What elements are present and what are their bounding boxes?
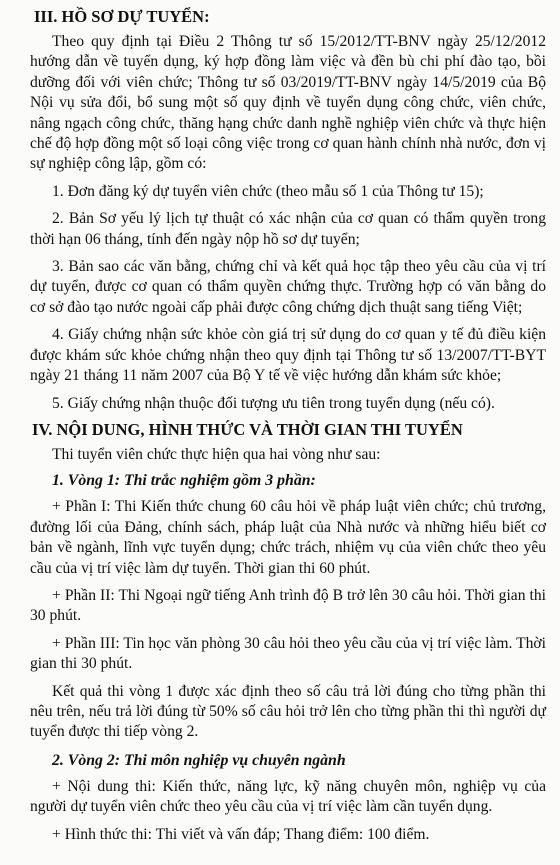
list-item: 3. Bản sao các văn bằng, chứng chỉ và kết quả học tập theo yêu cầu của vị trí dự tuyển, được cơ quan có thẩm quyền chứng thực. Trường hợp có văn bằng do cơ sở đào tạo nước ngoài cấp phải được công chứng dịch thuật sang tiếng Việt; — [30, 258, 546, 316]
list-item: 5. Giấy chứng nhận thuộc đối tượng ưu tiên trong tuyển dụng (nếu có). — [52, 394, 495, 412]
round-2-content: + Nội dung thi: Kiến thức, năng lực, kỹ năng chuyên môn, nghiệp vụ của người dự tuyển viên chức theo yêu cầu của vị trí việc làm cần tuyển dụng. — [30, 777, 546, 816]
round-2-format: + Hình thức thi: Thi viết và vấn đáp; Thang điểm: 100 điểm. — [52, 825, 430, 843]
round-1-part: + Phần II: Thi Ngoại ngữ tiếng Anh trình độ B trở lên 30 câu hỏi. Thời gian thi 30 phút. — [30, 586, 546, 625]
section-4-intro: Thi tuyển viên chức thực hiện qua hai vòng như sau: — [52, 445, 381, 463]
section-3-heading: III. HỒ SƠ DỰ TUYỂN: — [34, 7, 210, 26]
round-1-part: + Phần III: Tin học văn phòng 30 câu hỏi theo yêu cầu của vị trí việc làm. Thời gian thi 30 phút. — [30, 634, 546, 673]
list-item: 1. Đơn đăng ký dự tuyển viên chức (theo mẫu số 1 của Thông tư 15); — [52, 182, 484, 200]
round-1-part: + Phần I: Thi Kiến thức chung 60 câu hỏi về pháp luật viên chức; chủ trương, đường lối của Đảng, chính sách, pháp luật của Nhà nước và những hiểu biết cơ bản về ngành, lĩnh vực tuyển dụng; chức trách, nhiệm vụ của viên chức theo yêu cầu của vị trí việc làm dự tuyển. Thời gian thi 60 phút. — [30, 498, 546, 577]
list-item: 2. Bản Sơ yếu lý lịch tự thuật có xác nhận của cơ quan có thẩm quyền trong thời hạn 06 tháng, tính đến ngày nộp hồ sơ dự tuyển; — [30, 210, 546, 248]
round-2-title: 2. Vòng 2: Thi môn nghiệp vụ chuyên ngành — [52, 751, 346, 769]
round-1-result: Kết quả thi vòng 1 được xác định theo số câu trả lời đúng cho từng phần thi nêu trên, nếu trả lời đúng từ 50% số câu hỏi trở lên cho từng phần thi thì người dự tuyển được thi tiếp vòng 2. — [30, 682, 546, 741]
round-1-title: 1. Vòng 1: Thi trắc nghiệm gồm 3 phần: — [52, 472, 316, 490]
list-item: 4. Giấy chứng nhận sức khỏe còn giá trị sử dụng do cơ quan y tế đủ điều kiện được khám sức khỏe chứng nhận theo quy định tại Thông tư số 13/2007/TT-BYT ngày 21 tháng 11 năm 2007 của Bộ Y tế về việc hướng dẫn khám sức khỏe; — [30, 326, 546, 385]
section-4-heading: IV. NỘI DUNG, HÌNH THỨC VÀ THỜI GIAN THI TUYỂN — [32, 419, 463, 439]
section-3-intro: Theo quy định tại Điều 2 Thông tư số 15/2012/TT-BNV ngày 25/12/2012 hướng dẫn về tuyển dụng, ký hợp đồng làm việc và đền bù chi phí đào tạo, bồi dưỡng đối với viên chức; Thông tư số 03/2019/TT-BNV ngày 14/5/2019 của Bộ Nội vụ sửa đổi, bổ sung một số quy định về tuyển dụng công chức, viên chức, nâng ngạch công chức, thăng hạng chức danh nghề nghiệp viên chức và thực hiện chế độ hợp đồng một số loại công việc trong cơ quan hành chính nhà nước, đơn vị sự nghiệp công lập, gồm có: — [30, 33, 546, 173]
